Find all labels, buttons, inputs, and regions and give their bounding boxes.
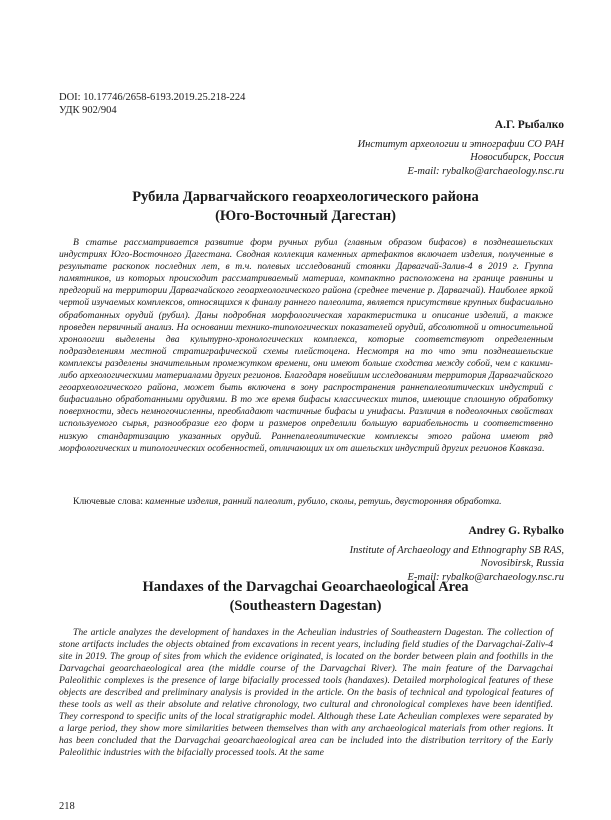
keywords-list: каменные изделия, ранний палеолит, рубило, сколы, ретушь, двусторонняя обработка. xyxy=(145,496,502,507)
title-en-line2: (Southeastern Dagestan) xyxy=(229,598,382,614)
article-meta xyxy=(59,91,245,117)
author-name-ru: А.Г. Рыбалко xyxy=(494,119,564,131)
affiliation-ru: Институт археологии и этнографии СО РАН xyxy=(357,138,564,150)
keywords-ru xyxy=(59,496,553,508)
title-en-line1: Handaxes of the Darvagchai Geoarchaeological Area xyxy=(142,579,469,595)
page-number: 218 xyxy=(59,801,75,812)
author-block-ru xyxy=(358,119,564,178)
author-name-en: Andrey G. Rybalko xyxy=(468,525,564,537)
email-en: E-mail: rybalko@archaeology.nsc.ru xyxy=(407,571,564,583)
email-ru: E-mail: rybalko@archaeology.nsc.ru xyxy=(407,165,564,177)
abstract-en: The article analyzes the development of handaxes in the Acheulian industries of Southeastern Dagestan. The collection of stone artifacts includes the objects obtained from excavations in recent years, including field studies of the Darvagchai-Zaliv-4 site in 2019. The group of sites from which the evidence originated, is located on the border between plain and foothills in the Darvagchai geoarchaeological area (the middle course of the Darvagchai River). The main feature of the Darvagchai Paleolithic complexes is the presence of large bifacially processed tools (handaxes). Detailed morphological features of these objects are described and preliminary analysis is provided in the article. On the basis of technical and typological features of these tools as well as their absolute and relative chronology, two cultural and chronological complexes have been identified. They correspond to specific units of the local stratigraphic model. Although these Late Acheulian complexes were separated by a large period, they show more similarities between themselves than with any archaeological materials from other regions. It has been concluded that the Darvagchai geoarchaeological area can be included into the distribution territory of the Early Paleolithic industries with the bifacially processed tools. At the same xyxy=(59,627,553,758)
udc-text: УДК 902/904 xyxy=(59,105,117,116)
article-title-en xyxy=(60,578,551,616)
article-title-ru xyxy=(60,188,551,226)
affiliation-en: Institute of Archaeology and Ethnography SB RAS, xyxy=(349,544,564,556)
city-ru: Новосибирск, Россия xyxy=(470,152,564,164)
doi-text: DOI: 10.17746/2658-6193.2019.25.218-224 xyxy=(59,92,246,103)
abstract-ru: В статье рассматривается развитие форм ручных рубил (главным образом бифасов) в позднеашельских индустриях Юго-Восточного Дагестана. Сводная коллекция каменных артефактов включает изделия, полученные в результате раскопок последних лет, в т.ч. полевых исследований стоянки Дарвагчай-Залив-4 в 2019 г. Группа памятников, из которых происходит рассматриваемый материал, компактно расположена на границе равнины и предгорий на территории Дарвагчайского геоархеологического района (среднее течение р. Дарвагчай). Наиболее яркой чертой изучаемых комплексов, относящихся к финалу раннего палеолита, является присутствие крупных бифасиально обработанных орудий (рубил). Даны подробная морфологическая характеристика и описание изделий, а также проведен первичный анализ. На основании технико-типологических показателей орудий, абсолютной и относительной хронологии выделены два культурно-хронологических комплекса, которые соответствуют определенным подразделениям местной стратиграфической схемы плейстоцена. Несмотря на то что эти позднеашельские комплексы разделены значительным промежутком времени, они имеют больше сходства между собой, чем с какими-либо археологическими материалами других регионов. Благодаря новейшим исследованиям территория Дарвагчайского геоархеологического района, может быть включена в зону распространения раннепалеолитических индустрий с бифасиально обработанными орудиями. В то же время бифасы классических типов, имеющие сплошную обработку поверхности, здесь немногочисленны, преобладают частичные бифасы и унифасы. Различия в подеолочных свойствах используемого сырья, разнообразие его форм и размеров определили большую вариабельность и соответственно низкую стандартизацию указанных орудий. Раннепалеолитические комплексы этого района имеют ряд морфологических и типологических особенностей, отличающих их от ашельских индустрий других регионов Кавказа. xyxy=(59,237,553,454)
title-ru-line1: Рубила Дарвагчайского геоархеологического района xyxy=(132,189,479,205)
city-en: Novosibirsk, Russia xyxy=(480,558,564,570)
author-block-en xyxy=(350,525,564,584)
title-ru-line2: (Юго-Восточный Дагестан) xyxy=(215,208,396,224)
keywords-label: Ключевые слова: xyxy=(73,496,143,507)
